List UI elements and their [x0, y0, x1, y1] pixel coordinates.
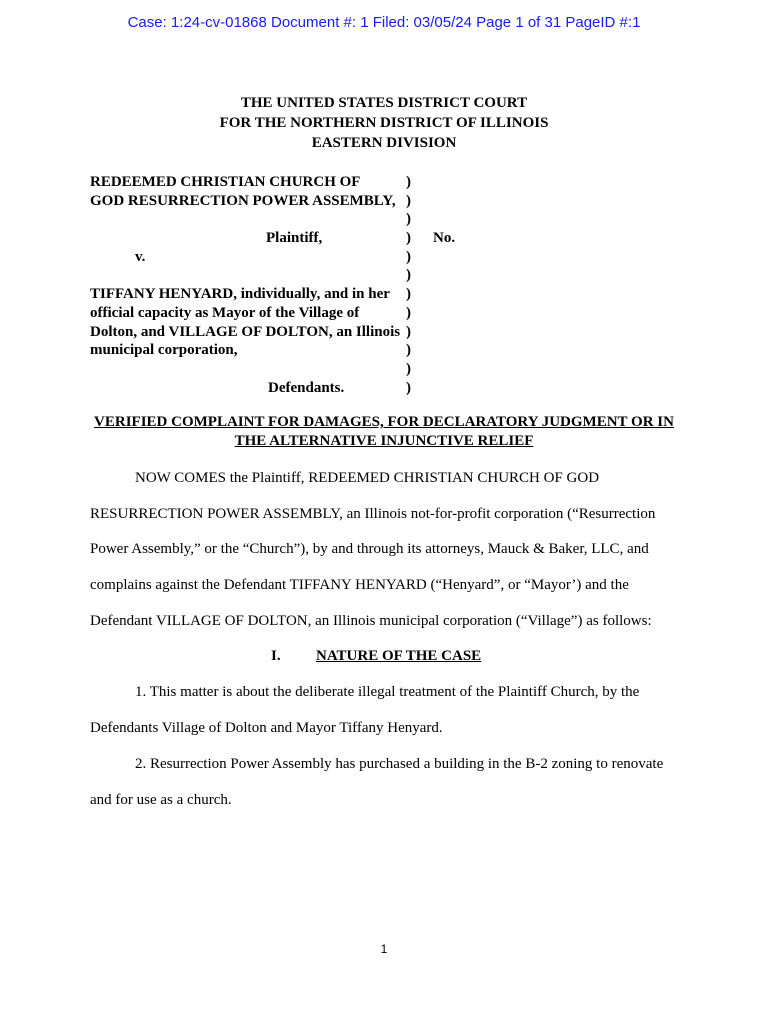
caption-row: [90, 173, 690, 192]
caption-paren: ): [406, 379, 411, 396]
caption-paren: ): [406, 211, 411, 228]
caption-party-text: GOD RESURRECTION POWER ASSEMBLY,: [90, 192, 396, 209]
caption-paren: ): [406, 286, 411, 303]
intro-line: RESURRECTION POWER ASSEMBLY, an Illinois not-for-profit corporation (“Resurrection: [90, 505, 656, 522]
caption-paren: ): [406, 323, 411, 340]
case-number-label: No.: [433, 230, 456, 247]
caption-row: [90, 210, 690, 229]
caption-defendants-label: Defendants.: [268, 379, 345, 396]
complaint-title-line-2: THE ALTERNATIVE INJUNCTIVE RELIEF: [234, 433, 534, 449]
intro-line: Power Assembly,” or the “Church”), by and through its attorneys, Mauck & Baker, LLC, and: [90, 541, 649, 558]
caption-paren: ): [406, 360, 411, 377]
caption-versus: v.: [135, 248, 146, 265]
caption-row: [90, 379, 690, 398]
caption-row: [90, 248, 690, 267]
caption-party-text: REDEEMED CHRISTIAN CHURCH OF: [90, 174, 361, 190]
paragraph-line: and for use as a church.: [90, 791, 232, 808]
caption-paren: ): [406, 174, 411, 190]
case-caption: [90, 173, 690, 397]
complaint-title-line-1: VERIFIED COMPLAINT FOR DAMAGES, FOR DECLARATORY JUDGMENT OR IN: [94, 414, 674, 430]
caption-plaintiff-label: Plaintiff,: [266, 230, 323, 247]
caption-paren: ): [406, 192, 411, 209]
caption-party-text: official capacity as Mayor of the Village of: [90, 304, 360, 321]
caption-party-text: TIFFANY HENYARD, individually, and in her: [90, 286, 390, 303]
page-number: 1: [380, 942, 388, 956]
intro-line: NOW COMES the Plaintiff, REDEEMED CHRISTIAN CHURCH OF GOD: [135, 470, 600, 486]
intro-paragraph: [90, 461, 680, 640]
caption-row: [90, 360, 690, 379]
caption-paren: ): [406, 230, 411, 247]
court-line-1: THE UNITED STATES DISTRICT COURT: [240, 95, 528, 111]
caption-paren: ): [406, 267, 411, 284]
complaint-title: [90, 413, 678, 451]
paragraph-line: Defendants Village of Dolton and Mayor Tiffany Henyard.: [90, 719, 443, 736]
caption-row: [90, 229, 690, 248]
caption-row: [90, 285, 690, 304]
caption-paren: ): [406, 342, 411, 359]
intro-line: Defendant VILLAGE OF DOLTON, an Illinois municipal corporation (“Village”) as follows:: [90, 612, 652, 629]
section-label: NATURE OF THE CASE: [316, 648, 482, 664]
court-heading: [0, 93, 768, 153]
case-header-stamp: Case: 1:24-cv-01868 Document #: 1 Filed: 03/05/24 Page 1 of 31 PageID #:1: [127, 14, 641, 31]
caption-party-text: Dolton, and VILLAGE OF DOLTON, an Illinois: [90, 323, 401, 340]
caption-row: [90, 341, 690, 360]
caption-row: [90, 323, 690, 342]
caption-paren: ): [406, 248, 411, 265]
caption-party-text: municipal corporation,: [90, 342, 238, 359]
paragraph-line: 1. This matter is about the deliberate illegal treatment of the Plaintiff Church, by the: [135, 684, 640, 700]
caption-paren: ): [406, 304, 411, 321]
court-line-3: EASTERN DIVISION: [311, 135, 457, 151]
intro-line: complains against the Defendant TIFFANY HENYARD (“Henyard”, or “Mayor’) and the: [90, 577, 629, 594]
numbered-paragraph: [90, 675, 680, 746]
caption-row: [90, 304, 690, 323]
section-number: I.: [271, 648, 281, 664]
caption-row: [90, 192, 690, 211]
paragraph-line: 2. Resurrection Power Assembly has purchased a building in the B-2 zoning to renovate: [135, 756, 664, 772]
caption-row: [90, 266, 690, 285]
court-line-2: FOR THE NORTHERN DISTRICT OF ILLINOIS: [219, 115, 549, 131]
numbered-paragraph: [90, 747, 680, 818]
